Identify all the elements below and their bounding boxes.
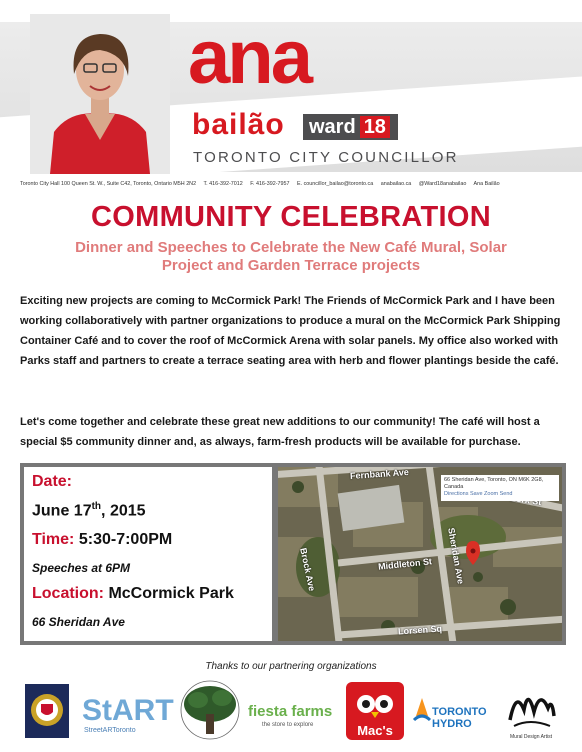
location-label: Location: [32,585,104,603]
fiesta-farms-logo [246,680,338,742]
contact-twitter[interactable]: @Ward18anabailao [418,181,467,187]
mac-logo-text: Mac's [357,723,393,738]
ward-badge [303,114,398,140]
intro-paragraph: Exciting new projects are coming to McCormick Park! The Friends of McCormick Park and I have been working collaboratively with partner organizations to produce a mural on the McCormick Park Shipping Container Café and to cover the roof of McCormick Arena with solar panels. My office also worked with Parks staff and partners to create a terrace seating area with herb and flower plantings beside the café. [20,295,561,367]
page-title: COMMUNITY CELEBRATION [91,201,491,233]
street-label: Sheridan Ave [446,527,466,585]
thanks-line: Thanks to our partnering organizations [205,661,377,672]
speeches-note: Speeches at 6PM [32,560,131,575]
location-value: McCormick Park [108,585,234,603]
event-address: 66 Sheridan Ave [32,614,125,629]
map-card-country: Canada [444,484,464,490]
event-info-box [20,463,566,645]
contact-email[interactable]: E. councillor_bailao@toronto.ca [297,181,374,187]
date-label: Date: [32,473,73,490]
location-map[interactable] [278,467,562,641]
event-details [24,467,272,641]
contact-phone: T. 416-392-7012 [203,181,243,187]
mural-artist-text: Mural Design Artist [510,734,552,740]
page-subtitle: Dinner and Speeches to Celebrate the New Café Mural, Solar Project and Garden Terrace projects [75,239,507,274]
contact-address: Toronto City Hall 100 Queen St. W., Suite C42, Toronto, Ontario M5H 2N2 [20,181,197,187]
contact-facebook[interactable]: Ana Bailão [473,181,500,187]
time-label: Time: [32,531,75,549]
date-value [32,501,264,521]
street-label: Fernbank Ave [349,467,410,482]
time-row [32,531,264,549]
time-value: 5:30-7:00PM [78,531,173,549]
invite-paragraph: Let's come together and celebrate these great new additions to our community! The café will host a special $5 community dinner and, as always, farm-fresh products will be available for purchase. [20,416,540,448]
map-card-actions[interactable]: Directions Save Zoom Send [444,491,513,497]
police-crest-icon [24,680,70,742]
logo-name-top: ana [188,15,310,100]
letterhead [0,0,582,178]
councillor-photo [30,14,170,174]
ward-number: 18 [360,116,390,138]
toronto-hydro-text: TORONTO HYDRO [432,706,487,730]
map-place-card[interactable] [441,475,559,501]
date-suffix: th [91,501,102,513]
fiesta-farms-tagline: the store to explore [262,722,314,728]
contact-line [20,181,506,187]
fiesta-farms-text: fiesta farms [248,703,333,720]
ward-label: ward [309,116,356,138]
councillor-title: TORONTO CITY COUNCILLOR [193,149,459,166]
tree-icon [180,680,240,742]
start-logo [80,680,176,742]
date-year: , 2015 [101,502,146,520]
mac-owl-icon [344,680,406,742]
street-label: Brock Ave [298,547,318,592]
contact-web[interactable]: anabailao.ca [380,181,412,187]
street-label: Lorsen Sq [397,623,443,637]
toronto-hydro-logo [410,680,502,742]
start-logo-sub: StreetARToronto [84,727,136,734]
start-logo-text: StART [82,694,174,727]
graffiti-tag-icon [504,680,558,742]
location-row [32,585,264,603]
street-label: Middleton St [377,556,433,572]
contact-fax: F. 416-392-7957 [250,181,290,187]
logo-name-bottom: bailão [192,108,285,141]
date-month-day: June 17 [32,502,92,520]
map-card-address: 66 Sheridan Ave, Toronto, ON M6K 2G8, [444,477,544,483]
